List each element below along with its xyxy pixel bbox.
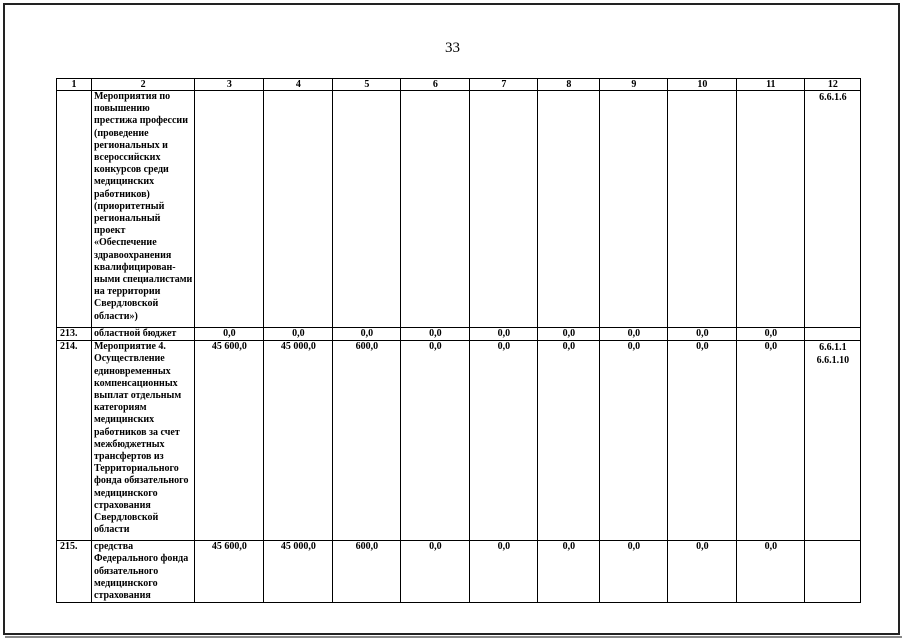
row-name-line: единовременных: [94, 365, 171, 377]
row-name-line: средства: [94, 541, 134, 553]
row-number: 214.: [57, 341, 92, 541]
row-number: [57, 91, 92, 328]
row-name-line: категориям: [94, 402, 147, 414]
header-row: [57, 79, 861, 91]
value-cell: 0,0: [538, 328, 600, 341]
row-name-line: трансфертов из: [94, 451, 164, 463]
row-name-line: Свердловской: [94, 298, 159, 310]
value-cell: 0,0: [600, 341, 668, 541]
row-name: [92, 91, 195, 328]
row-name-line: медицинских: [94, 176, 155, 188]
column-header: 11: [737, 79, 805, 91]
value-cell: 0,0: [538, 541, 600, 603]
code-line: 6.6.1.1: [819, 342, 847, 354]
row-name-line: всероссийских: [94, 152, 161, 164]
row-name-line: ными специалистами: [94, 274, 193, 286]
code-cell: [805, 328, 861, 341]
row-name-line: здравоохранения: [94, 249, 172, 261]
row-name-line: фонда обязательного: [94, 475, 189, 487]
value-cell: 0,0: [470, 341, 538, 541]
table-row: [57, 541, 861, 603]
row-name-line: Мероприятие 4.: [94, 341, 166, 353]
value-cell: 45 600,0: [195, 341, 264, 541]
column-header: 2: [92, 79, 195, 91]
code-line: 6.6.1.6: [819, 92, 847, 103]
row-number: 215.: [57, 541, 92, 603]
row-name-line: области»): [94, 310, 138, 322]
data-table: [56, 78, 861, 603]
value-cell: 0,0: [737, 541, 805, 603]
row-number: 213.: [57, 328, 92, 341]
row-name-line: работников): [94, 188, 150, 200]
value-cell: [668, 91, 737, 328]
row-name-line: медицинских: [94, 414, 155, 426]
value-cell: [401, 91, 470, 328]
value-cell: [600, 91, 668, 328]
value-cell: 0,0: [401, 541, 470, 603]
column-header: 8: [538, 79, 600, 91]
value-cell: [737, 91, 805, 328]
row-name-line: региональный: [94, 213, 161, 225]
code-cell: [805, 341, 861, 541]
row-name-line: обязательного: [94, 565, 159, 577]
row-name-line: престижа профессии: [94, 115, 188, 127]
table-row: [57, 91, 861, 328]
value-cell: 0,0: [470, 328, 538, 341]
row-name: [92, 541, 195, 603]
value-cell: 0,0: [668, 328, 737, 341]
column-header: 6: [401, 79, 470, 91]
value-cell: [264, 91, 333, 328]
column-header: 1: [57, 79, 92, 91]
row-name-line: (проведение: [94, 127, 149, 139]
value-cell: 0,0: [470, 541, 538, 603]
row-name-line: компенсационных: [94, 377, 178, 389]
code-line: 6.6.1.10: [816, 355, 850, 367]
row-name-line: (приоритетный: [94, 200, 165, 212]
row-name: [92, 341, 195, 541]
value-cell: 45 600,0: [195, 541, 264, 603]
value-cell: 0,0: [401, 328, 470, 341]
row-name-line: выплат отдельным: [94, 390, 182, 402]
value-cell: 0,0: [333, 328, 401, 341]
column-header: 9: [600, 79, 668, 91]
code-cell: [805, 541, 861, 603]
row-name-line: межбюджетных: [94, 438, 165, 450]
row-name-line: Федерального фонда: [94, 553, 189, 565]
table-row: [57, 341, 861, 541]
column-header: 7: [470, 79, 538, 91]
row-name-line: конкурсов среди: [94, 164, 169, 176]
value-cell: 0,0: [668, 541, 737, 603]
value-cell: [470, 91, 538, 328]
row-name-line: области: [94, 524, 130, 536]
value-cell: 0,0: [668, 341, 737, 541]
row-name: [92, 328, 195, 341]
code-cell: [805, 91, 861, 328]
value-cell: 45 000,0: [264, 341, 333, 541]
value-cell: 0,0: [195, 328, 264, 341]
row-name-line: Свердловской: [94, 512, 159, 524]
value-cell: 0,0: [737, 341, 805, 541]
value-cell: 0,0: [264, 328, 333, 341]
row-name-line: страхования: [94, 499, 151, 511]
row-name-line: повышению: [94, 103, 150, 115]
row-name-line: региональных и: [94, 139, 168, 151]
row-name-line: на территории: [94, 286, 161, 298]
row-name-line: страхования: [94, 590, 151, 602]
column-header: 3: [195, 79, 264, 91]
page-frame-shadow: [5, 636, 902, 638]
row-name-line: медицинского: [94, 577, 158, 589]
column-header: 12: [805, 79, 861, 91]
value-cell: 600,0: [333, 341, 401, 541]
page-number: 33: [445, 40, 460, 56]
value-cell: 0,0: [737, 328, 805, 341]
value-cell: [333, 91, 401, 328]
column-header: 4: [264, 79, 333, 91]
value-cell: 0,0: [538, 341, 600, 541]
row-name-line: Территориального: [94, 463, 179, 475]
row-name-line: работников за счет: [94, 426, 180, 438]
column-header: 10: [668, 79, 737, 91]
value-cell: 45 000,0: [264, 541, 333, 603]
row-name-line: медицинского: [94, 487, 158, 499]
row-name-line: проект: [94, 225, 126, 237]
table-row: [57, 328, 861, 341]
value-cell: 600,0: [333, 541, 401, 603]
value-cell: 0,0: [401, 341, 470, 541]
row-name-line: Осуществление: [94, 353, 165, 365]
row-name-line: областной бюджет: [94, 328, 177, 339]
row-name-line: «Обеспечение: [94, 237, 157, 249]
value-cell: 0,0: [600, 541, 668, 603]
row-name-line: Мероприятия по: [94, 91, 171, 102]
value-cell: 0,0: [600, 328, 668, 341]
value-cell: [538, 91, 600, 328]
column-header: 5: [333, 79, 401, 91]
row-name-line: квалифицирован-: [94, 261, 176, 273]
value-cell: [195, 91, 264, 328]
